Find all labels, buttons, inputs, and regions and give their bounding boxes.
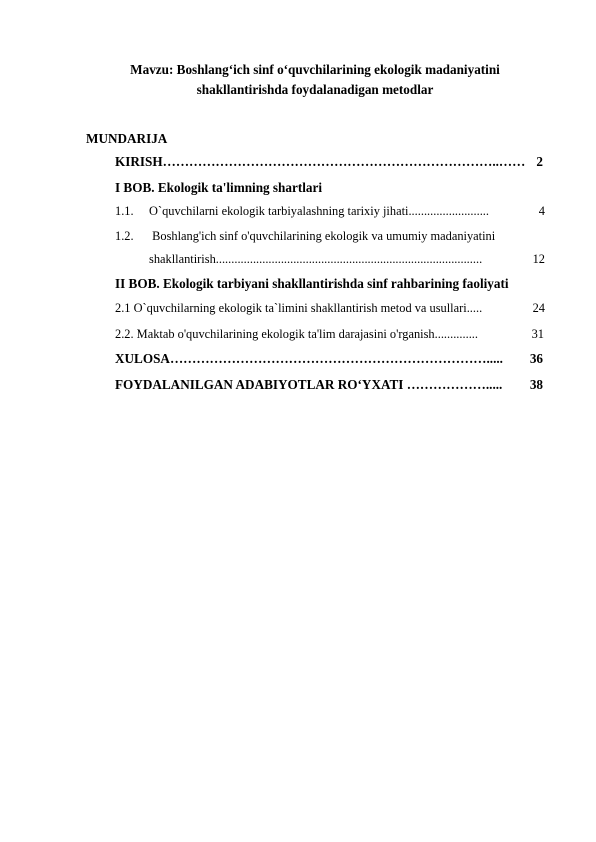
toc-entry-1-1[interactable] [115,204,545,219]
toc-leader: .............. [434,327,478,341]
toc-entry-text: shakllantirish [149,252,216,266]
document-title-line-1: Mavzu: Boshlang‘ich sinf o‘quvchilarining ekologik madaniyatini [130,62,500,77]
toc-page-number: 31 [531,327,544,341]
document-title-line-2: shakllantirishda foydalanadigan metodlar [196,82,434,97]
toc-entry-text: 2.2. Maktab o'quvchilarining ekologik ta'lim darajasini o'rganish [115,327,435,341]
toc-page-number: 4 [538,204,545,218]
toc-leader: ………………………………………………………………..... [169,351,503,366]
toc-entry-text: FOYDALANILGAN ADABIYOTLAR RO‘YXATI [115,377,407,392]
toc-leader: ..... [466,301,483,315]
toc-leader: ………………..... [406,377,503,392]
toc-entry-2-2[interactable] [115,327,544,342]
toc-entry-xulosa[interactable] [115,351,543,367]
toc-entry-1-2[interactable] [115,229,495,244]
toc-chapter-2[interactable]: II BOB. Ekologik tarbiyani shakllantirishda sinf rahbarining faoliyati [115,276,509,291]
toc-section-number: 1.2. [115,229,134,243]
toc-entry-text: O`quvchilarni ekologik tarbiyalashning tarixiy jihati [149,204,409,218]
toc-entry-text: Boshlang'ich sinf o'quvchilarining ekologik va umumiy madaniyatini [152,229,496,243]
toc-page-number: 2 [536,154,543,169]
toc-page-number: 38 [529,377,543,392]
toc-entry-1-2-continued[interactable] [149,252,545,267]
toc-leader: .......................... [408,204,489,218]
toc-entry-2-1[interactable] [115,301,545,316]
toc-entry-bibliography[interactable] [115,377,543,393]
toc-leader: ...................................................................................... [215,252,483,266]
toc-leader: …………………………………………………………………..…… [162,154,526,169]
toc-page-number: 36 [529,351,543,366]
contents-heading: MUNDARIJA [86,131,168,146]
toc-section-number: 1.1. [115,204,134,218]
toc-entry-text: XULOSA [115,351,170,366]
toc-page-number: 24 [532,301,545,315]
toc-entry-text: KIRISH [115,154,163,169]
toc-entry-kirish[interactable] [115,154,543,170]
toc-chapter-1[interactable]: I BOB. Ekologik ta'limning shartlari [115,180,323,195]
toc-entry-text: 2.1 O`quvchilarning ekologik ta`limini shakllantirish metod va usullari [115,301,467,315]
toc-page-number: 12 [532,252,545,266]
